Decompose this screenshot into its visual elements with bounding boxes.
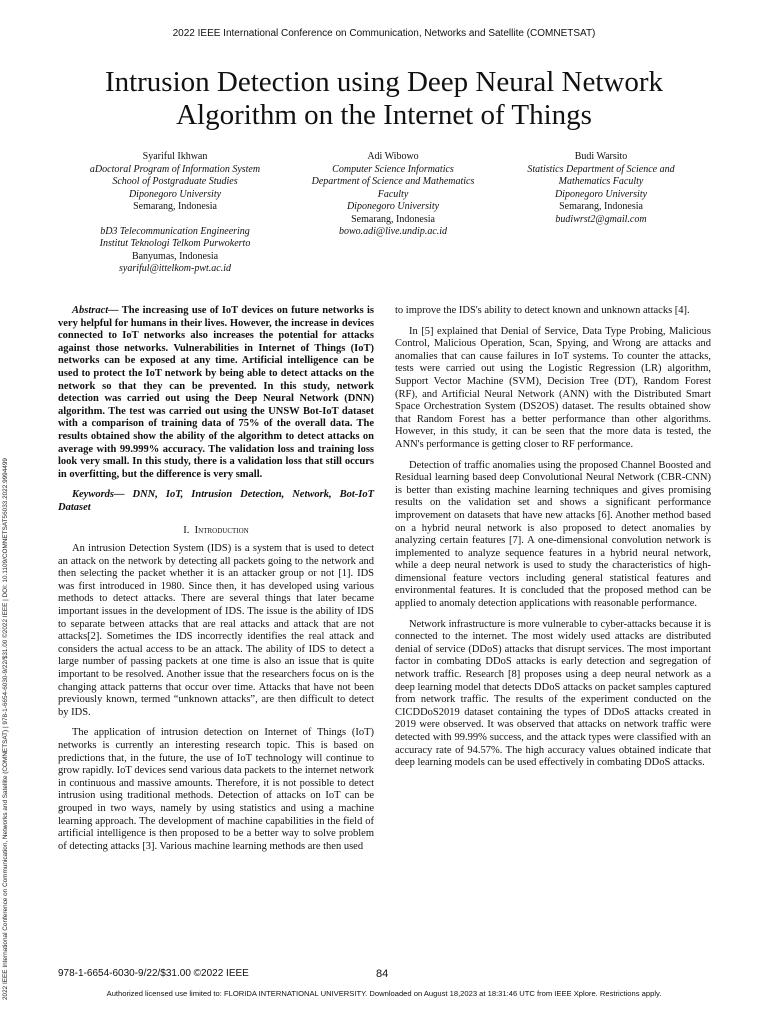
author-email: budiwrst2@gmail.com: [555, 213, 647, 225]
side-metadata-strip: 2022 IEEE International Conference on Communication, Networks and Satellite (COMNETSAT) | 978-1-6654-6030-9/22/$31.00 ©2022 IEEE | DOI: 10.1109/COMNETSAT56033.2022.9994499: [2, 458, 9, 1000]
section-number: I.: [183, 524, 190, 536]
paragraph: Network infrastructure is more vulnerable to cyber-attacks because it is connected to the internet. The most widely used attacks are distributed denial of service (DDoS) attacks that disrupt services. The most important factor in combating DDoS attacks is early detection and segregation of network traffic. Research [8] proposes using a deep neural network as a deep learning model that detects DDoS attacks on packet samples captured from network traffic. The results of the experiment conducted on the CICDDoS2019 dataset containing the types of DDoS attacks created in 2019 were observed. It was observed that attacks on network traffic were detected with 99.99% success, and the attack types were classified with an accuracy rate of 94.57%. The high accuracy values obtained indicate that deep learning models can be used effectively in combating DDoS attacks.: [395, 618, 711, 769]
abstract: [58, 305, 374, 481]
author-block-2: [278, 151, 508, 239]
keywords: [58, 489, 374, 514]
keywords-text: DNN, IoT, Intrusion Detection, Network, Bot-IoT Dataset: [58, 489, 374, 513]
author-name: Budi Warsito: [574, 151, 628, 162]
author-email: syariful@ittelkom-pwt.ac.id: [119, 263, 231, 274]
author-affiliation: School of Postgraduate Studies: [112, 176, 238, 187]
abstract-text: The increasing use of IoT devices on future networks is very helpful for humans in their lives. However, the increase in devices connected to IoT networks also increases the potential for attacks against those networks. Vulnerabilities in Internet of Things (IoT) networks can be exposed at any time. Artificial intelligence can be used to protect the IoT network by being able to detect attacks on the network so that they can be prevented. In this study, network detection was carried out using the Deep Neural Network (DNN) algorithm. The test was carried out using the UNSW Bot-IoT dataset with a comparison of training data of 75% of the overall data. The results obtained show the ability of the algorithm to detect attacks on average with 99.999% accuracy. The validation loss and training loss look very small. In this study, there is a validation loss that still occurs in overfitting, but the difference is very small.: [58, 305, 374, 480]
author-affiliation: Department of Science and Mathematics: [311, 176, 475, 187]
right-column: [395, 305, 711, 770]
author-block-3: [500, 151, 702, 226]
author-city: Semarang, Indonesia: [559, 201, 643, 212]
author-affiliation: Institut Teknologi Telkom Purwokerto: [99, 238, 251, 249]
author-affiliation: Computer Science Informatics: [332, 163, 454, 175]
paragraph: Detection of traffic anomalies using the proposed Channel Boosted and Residual learning based deep Convolutional Neural Network (CBR-CNN) is better than existing machine learning techniques and gives promising results on the validation set and shows a significant performance improvement on datasets that have new attacks [6]. Another method based on a hybrid neural network is also proposed to detect anomalies by analyzing certain features [7]. A one-dimensional convolution network is implemented to analyze sequence features in a hybrid neural network, while a deep neural network is used to study the characteristics of high-dimensional feature vectors including general statistical features and environmental features. It is concluded that the proposed method can be applied to anomaly detection applications with reasonable performance.: [395, 459, 711, 610]
left-column: [58, 305, 374, 853]
paragraph: An intrusion Detection System (IDS) is a system that is used to detect an attack on the network by detecting all packets going to the network and then selecting the packet whether it is an attacker group or not [1]. IDS was first introduced in 1980. Since then, it has developed using various methods to detect attacks. There are several things that later became important issues in the development of IDS. The issue is the ability of IDS to separate between attacks that are real attacks and attack that are not attacks[2]. Sometimes the IDS incorrectly identifies the real attack and considers the actual access to be an attack. The ability of IDS to detect a large number of passing packets at one time is also an issue that is quite important to be resolved. Another issue that the researchers focus on is the changing attack patterns that occur over time. Attacks that have not been previously known, termed “unknown attacks”, are then difficult to detect by IDS.: [58, 543, 374, 718]
section-title: Introduction: [194, 524, 249, 536]
section-heading: [58, 525, 374, 538]
title-line-1: Intrusion Detection using Deep Neural Network: [104, 66, 664, 98]
author-affiliation: Diponegoro University: [554, 188, 648, 200]
author-city: Banyumas, Indonesia: [131, 250, 219, 262]
author-affiliation: Faculty: [377, 188, 409, 200]
author-block-1: [62, 151, 288, 276]
author-affiliation: bD3 Telecommunication Engineering: [100, 225, 250, 237]
keywords-label: Keywords—: [72, 489, 125, 501]
author-affiliation: Diponegoro University: [346, 201, 440, 212]
license-notice: Authorized licensed use limited to: FLORIDA INTERNATIONAL UNIVERSITY. Downloaded on August 18,2023 at 18:31:46 UTC from IEEE Xplore. Restrictions apply.: [106, 989, 662, 998]
author-affiliation: Diponegoro University: [128, 188, 222, 200]
paragraph: In [5] explained that Denial of Service, Data Type Probing, Malicious Control, Malicious Operation, Scan, Spying, and Wrong are attacks and anomalies that can cause failures in IoT systems. To counter the attacks, tests were carried out using the Logistic Regression (LR) algorithm, Support Vector Machine (SVM), Decision Tree (DT), Random Forest (RF), and Artificial Neural Network (ANN) with the Distributed Smart Space Orchestration System (DS2OS) dataset. The results obtained show that Random Forest has a better performance than other algorithms. However, in this study, it can be seen that the more data is tested, the ANN's performance is getting closer to RF performance.: [395, 325, 711, 450]
paragraph: to improve the IDS's ability to detect known and unknown attacks [4].: [395, 305, 690, 316]
author-affiliation: Statistics Department of Science and: [527, 163, 675, 175]
author-city: Semarang, Indonesia: [351, 213, 435, 225]
page-number: 84: [376, 968, 389, 980]
author-email: bowo.adi@live.undip.ac.id: [338, 226, 448, 237]
paper-title: [40, 66, 728, 132]
title-line-2: Algorithm on the Internet of Things: [176, 99, 592, 131]
conference-header: 2022 IEEE International Conference on Communication, Networks and Satellite (COMNETSAT): [172, 28, 596, 39]
author-name: Syariful Ikhwan: [142, 151, 208, 162]
author-affiliation: Mathematics Faculty: [558, 176, 644, 187]
isbn-footer: 978-1-6654-6030-9/22/$31.00 ©2022 IEEE: [58, 968, 249, 979]
author-affiliation: aDoctoral Program of Information System: [89, 163, 261, 175]
abstract-label: Abstract—: [72, 305, 119, 316]
paragraph: The application of intrusion detection on Internet of Things (IoT) networks is currently an interesting research topic. This is based on predictions that, in the future, the use of IoT technology will continue to grow rapidly. IoT devices send various data packets to the internet network in continuous and massive amounts. Therefore, it is not possible to detect intrusion using traditional methods. Detection of attacks on IoT can be grouped in two ways, namely by using statistics and using a machine learning approach. The development of machine capabilities in the field of artificial intelligence is then proposed to be a better way to solve problem of detecting attacks [3]. Various machine learning methods are then used: [58, 727, 374, 852]
author-city: Semarang, Indonesia: [133, 201, 217, 212]
author-name: Adi Wibowo: [367, 151, 419, 162]
